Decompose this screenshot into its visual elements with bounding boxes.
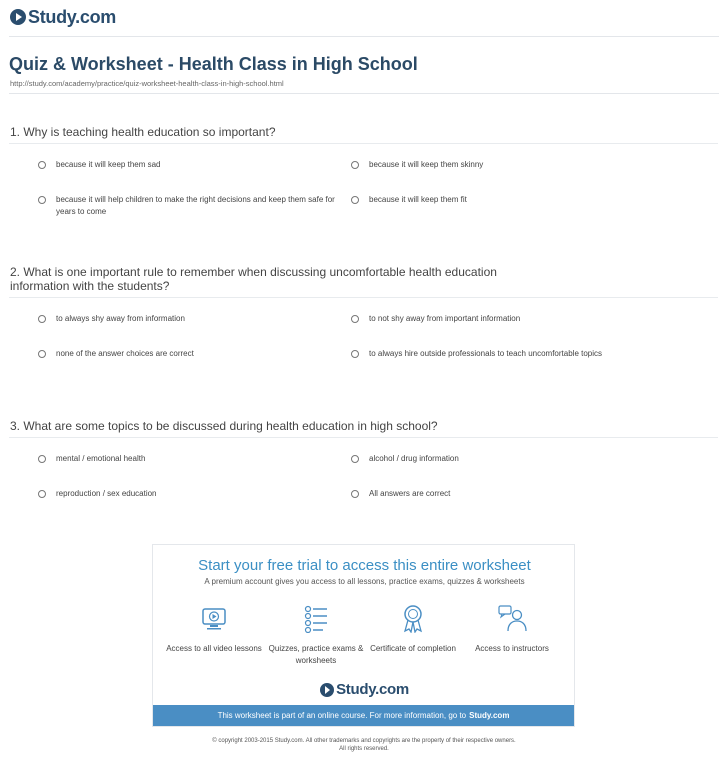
radio-button-icon[interactable] [38, 315, 46, 323]
feature-certificate: Certificate of completion [365, 603, 461, 655]
quiz-list-icon [301, 603, 331, 633]
answer-choice[interactable]: to always hire outside professionals to teach uncomfortable topics [351, 348, 649, 360]
promo-study-logo[interactable]: Study.com [153, 681, 576, 698]
answer-choice[interactable]: to not shy away from important information [351, 313, 649, 325]
certificate-icon [398, 603, 428, 633]
radio-button-icon[interactable] [38, 490, 46, 498]
radio-button-icon[interactable] [38, 196, 46, 204]
radio-button-icon[interactable] [38, 161, 46, 169]
answer-choice[interactable]: because it will keep them fit [351, 194, 649, 206]
question-2: 2. What is one important rule to remember when discussing uncomfortable health education information with the students? [10, 265, 497, 293]
feature-video-lessons: Access to all video lessons [166, 603, 262, 655]
course-info-bar: This worksheet is part of an online course. For more information, go to Study.com [153, 705, 574, 726]
play-icon [10, 9, 26, 25]
title-divider [9, 93, 719, 94]
answer-choice[interactable]: mental / emotional health [38, 453, 336, 465]
answer-choice[interactable]: because it will keep them sad [38, 159, 336, 171]
answer-choice[interactable]: All answers are correct [351, 488, 649, 500]
study-link[interactable]: Study.com [469, 711, 510, 720]
radio-button-icon[interactable] [351, 350, 359, 358]
feature-quizzes: Quizzes, practice exams & worksheets [268, 603, 364, 667]
question-divider [9, 297, 718, 298]
instructor-icon [497, 603, 527, 633]
study-logo[interactable] [10, 6, 116, 28]
answer-choice[interactable]: because it will keep them skinny [351, 159, 649, 171]
header-divider [9, 36, 719, 37]
video-lesson-icon [199, 603, 229, 633]
answer-choice[interactable]: alcohol / drug information [351, 453, 649, 465]
answer-choice[interactable]: reproduction / sex education [38, 488, 336, 500]
promo-subheading: A premium account gives you access to all lessons, practice exams, quizzes & worksheets [204, 577, 525, 586]
question-divider [9, 143, 718, 144]
radio-button-icon[interactable] [38, 455, 46, 463]
question-3: 3. What are some topics to be discussed during health education in high school? [10, 419, 438, 433]
radio-button-icon[interactable] [351, 161, 359, 169]
free-trial-promo [152, 544, 575, 727]
play-icon [320, 683, 334, 697]
answer-choice[interactable]: to always shy away from information [38, 313, 336, 325]
answer-choice[interactable]: none of the answer choices are correct [38, 348, 336, 360]
page-title: Quiz & Worksheet - Health Class in High School [9, 54, 418, 74]
answer-choice[interactable]: because it will help children to make the right decisions and keep them safe for years to come [38, 194, 336, 218]
copyright: © copyright 2003-2015 Study.com. All other trademarks and copyrights are the property of their respective owners. All rights reserved. [212, 738, 516, 752]
radio-button-icon[interactable] [38, 350, 46, 358]
logo-text: Study.com [28, 6, 116, 27]
radio-button-icon[interactable] [351, 455, 359, 463]
feature-instructors: Access to instructors [464, 603, 560, 655]
radio-button-icon[interactable] [351, 196, 359, 204]
promo-heading: Start your free trial to access this entire worksheet [198, 557, 531, 574]
page-url: http://study.com/academy/practice/quiz-worksheet-health-class-in-high-school.html [10, 79, 284, 88]
radio-button-icon[interactable] [351, 490, 359, 498]
question-1: 1. Why is teaching health education so important? [10, 125, 276, 139]
radio-button-icon[interactable] [351, 315, 359, 323]
question-divider [9, 437, 718, 438]
